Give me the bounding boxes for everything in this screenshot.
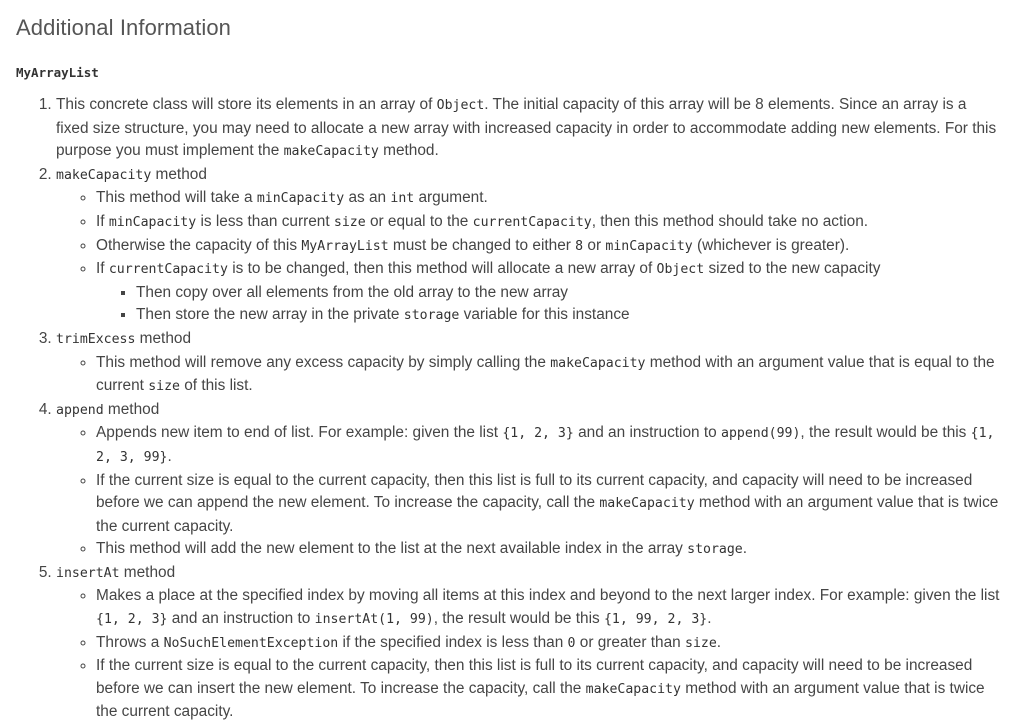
bullet-item	[96, 585, 1001, 631]
list-item	[56, 164, 1001, 328]
bullet-item	[96, 538, 1001, 562]
text-run: (whichever is greater).	[692, 236, 850, 254]
text-run: This concrete class will store its elements in an array of	[56, 96, 437, 113]
text-run: Makes a place at the specified index by moving all items at this index and beyond to the next larger index. For example: given the list	[96, 587, 1000, 605]
code-term: NoSuchElementException	[163, 635, 339, 651]
text-run: If	[96, 260, 109, 278]
code-term: 0	[567, 635, 576, 651]
text-run: This method will remove any excess capacity by simply calling the	[96, 353, 551, 371]
text-run: or greater than	[575, 633, 685, 651]
bullet-item	[96, 632, 1001, 656]
text-run: Appends new item to end of list. For example: given the list	[96, 424, 503, 442]
code-term: makeCapacity	[550, 355, 646, 371]
code-term: append	[56, 402, 104, 418]
text-run: sized to the new capacity	[704, 260, 881, 278]
bullet-list	[56, 585, 1001, 724]
code-term: minCapacity	[108, 214, 197, 230]
code-term: 8	[575, 238, 584, 254]
text-run: .	[167, 447, 172, 465]
sub-bullet-item	[136, 304, 1001, 328]
text-run: is less than current	[196, 212, 334, 230]
section-heading: Additional Information	[16, 15, 231, 40]
text-run: .	[742, 540, 748, 558]
code-term: storage	[687, 542, 743, 558]
text-run: Otherwise the capacity of this	[96, 236, 302, 254]
text-run: This method will take a	[96, 189, 257, 207]
code-term: Object	[436, 98, 485, 113]
bullet-list	[56, 187, 1001, 328]
text-run: If the current size is equal to the current capacity, then this list is full to its current capacity, and capacity will need to be increased before we can append the new element. To increase the capacity, call the	[96, 471, 973, 512]
text-run: and an instruction to	[573, 424, 721, 442]
code-term: size	[148, 379, 180, 395]
text-run: If the current size is equal to the current capacity, then this list is full to its current capacity, and capacity will need to be increased before we can insert the new element. To increase the capacity, call the	[96, 657, 973, 697]
text-run: or	[583, 236, 606, 254]
text-run: must be changed to either	[388, 236, 576, 254]
bullet-item	[96, 258, 1001, 328]
bullet-item	[96, 422, 1001, 469]
code-term: storage	[403, 308, 460, 324]
code-term: makeCapacity	[283, 144, 379, 160]
text-run: of this list.	[179, 377, 253, 395]
bullet-list	[56, 422, 1001, 562]
code-term: currentCapacity	[472, 214, 592, 230]
code-term: size	[685, 635, 717, 651]
sub-bullet-item	[136, 282, 1001, 305]
requirements-list	[16, 94, 1001, 724]
text-run: , then this method should take no action.	[591, 212, 869, 230]
text-run: method	[119, 563, 176, 581]
code-term: {1, 2, 3, 99}	[96, 426, 995, 465]
code-term: currentCapacity	[108, 262, 228, 278]
text-run: .	[707, 610, 712, 628]
text-run: if the specified index is less than	[338, 633, 568, 651]
text-run: as an	[344, 189, 391, 207]
text-run: variable for this instance	[459, 306, 630, 324]
text-run: method	[151, 165, 207, 183]
bullet-item	[96, 352, 1001, 399]
text-run: argument.	[414, 189, 488, 207]
code-term: {1, 2, 3}	[96, 612, 168, 628]
text-run: If	[96, 212, 109, 230]
text-run: method with an argument value that is equal to the current	[96, 353, 995, 395]
code-term: makeCapacity	[56, 167, 152, 183]
text-run: method	[135, 329, 192, 347]
class-name-label: MyArrayList	[16, 65, 99, 80]
text-run: , the result would be this	[433, 610, 604, 628]
bullet-item	[96, 655, 1001, 724]
bullet-list	[56, 352, 1001, 399]
text-run: method with an argument value that is twice the current capacity.	[96, 494, 999, 535]
code-term: makeCapacity	[599, 496, 695, 512]
text-run: and an instruction to	[167, 610, 315, 628]
text-run: .	[716, 633, 722, 651]
code-term: minCapacity	[256, 191, 345, 207]
text-run: Throws a	[96, 633, 164, 651]
code-term: append(99)	[721, 426, 801, 442]
bullet-item	[96, 235, 1001, 259]
code-term: makeCapacity	[585, 681, 681, 697]
code-term: insertAt(1, 99)	[314, 612, 434, 628]
text-run: is to be changed, then this method will allocate a new array of	[227, 260, 657, 278]
code-term: size	[333, 214, 366, 230]
sub-bullet-list	[96, 282, 1001, 328]
text-run: . The initial capacity of this array will be 8 elements. Since an array is a fixed size structure, you may need to allocate a new array with increased capacity in order to accommodate adding new elements. For this purpose you must implement the	[56, 96, 997, 160]
code-term: int	[390, 191, 415, 207]
text-run: This method will add the new element to the list at the next available index in the array	[96, 540, 688, 558]
code-term: minCapacity	[605, 238, 693, 254]
text-run: method.	[378, 142, 439, 160]
code-term: {1, 2, 3}	[502, 426, 574, 442]
text-run: or equal to the	[365, 212, 473, 230]
text-run: method	[103, 400, 160, 418]
code-term: {1, 99, 2, 3}	[603, 612, 708, 628]
list-item	[56, 94, 1001, 164]
code-term: insertAt	[56, 565, 120, 581]
code-term: trimExcess	[56, 331, 136, 347]
code-term: Object	[656, 262, 705, 278]
list-item	[56, 328, 1001, 399]
text-run: , the result would be this	[800, 424, 971, 442]
text-run: Then store the new array in the private	[136, 306, 404, 324]
bullet-item	[96, 211, 1001, 235]
code-term: MyArrayList	[301, 238, 389, 254]
list-item	[56, 562, 1001, 724]
text-run: Then copy over all elements from the old array to the new array	[136, 283, 568, 301]
bullet-item	[96, 470, 1001, 539]
bullet-item	[96, 187, 1001, 211]
list-item	[56, 399, 1001, 562]
text-run: method with an argument value that is twice the current capacity.	[96, 679, 985, 721]
